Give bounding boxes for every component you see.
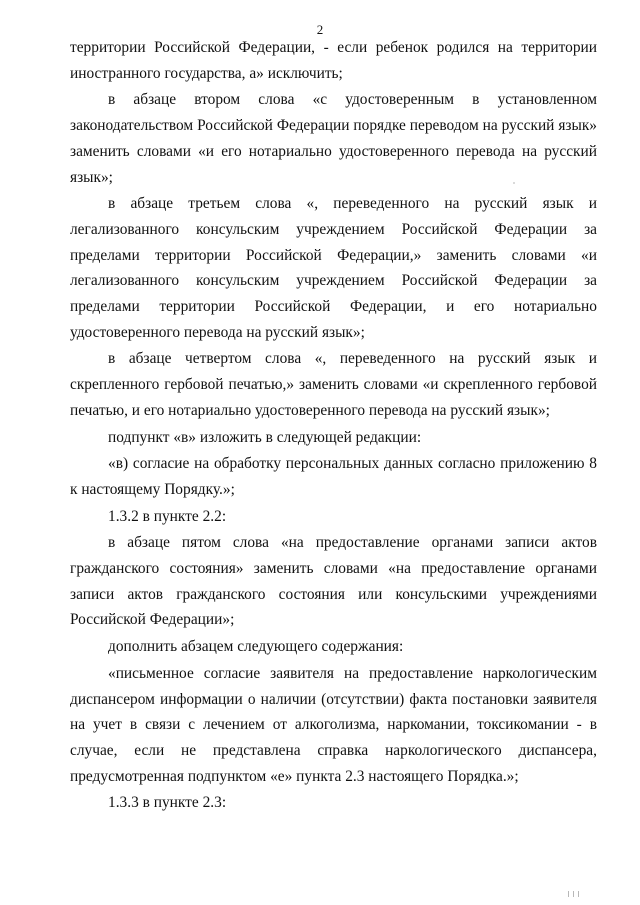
paragraph-subitem-v-text: «в) согласие на обработку персональных данных согласно приложению 8 к настоящему Порядку.»;: [70, 455, 597, 498]
page-number: 2: [316, 22, 324, 37]
paragraph-continuation: территории Российской Федерации, - если ребенок родился на территории иностранного государства, а» исключить;: [70, 39, 597, 82]
paragraph-add-abzac: дополнить абзацем следующего содержания:: [108, 638, 404, 656]
paragraph-third-abzac: в абзаце третьем слова «, переведенного на русский язык и легализованного консульским учреждением Российской Федерации за пределами территории Российской Федерации,» заменить словами «и легализованного консульским учреждением Российской Федерации за пределами территории Российской Федерации, и его нотариально удостоверенного перевода на русский язык»;: [70, 195, 597, 341]
paragraph-fifth-abzac: в абзаце пятом слова «на предоставление органами записи актов гражданского состояния» заменить словами «на предоставление органами записи актов гражданского состояния или консульскими учреждениями Российской Федерации»;: [70, 534, 597, 629]
paragraph-consent-text: «письменное согласие заявителя на предоставление наркологическим диспансером информации о наличии (отсутствии) факта постановки заявителя на учет в связи с лечением от алкоголизма, наркомании, токсикомании - в случае, если не представлена справка наркологического диспансера, предусмотренная подпунктом «е» пункта 2.3 настоящего Порядка.»;: [70, 664, 597, 785]
scan-artifact-mark: [568, 891, 582, 897]
document-body: [70, 35, 597, 816]
paragraph-second-abzac: в абзаце втором слова «с удостоверенным в установленном законодательством Российской Федерации порядке переводом на русский язык» заменить словами «и его нотариально удостоверенного перевода на русский язык»;: [70, 91, 597, 186]
paragraph-subitem-v-heading: подпункт «в» изложить в следующей редакции:: [108, 428, 422, 446]
paragraph-item-1-3-2: 1.3.2 в пункте 2.2:: [108, 507, 227, 525]
paragraph-item-1-3-3: 1.3.3 в пункте 2.3:: [108, 794, 227, 812]
paragraph-fourth-abzac: в абзаце четвертом слова «, переведенного на русский язык и скрепленного гербовой печатью,» заменить словами «и скрепленного гербовой печатью, и его нотариально удостоверенного перевода на русский язык»;: [70, 350, 597, 419]
